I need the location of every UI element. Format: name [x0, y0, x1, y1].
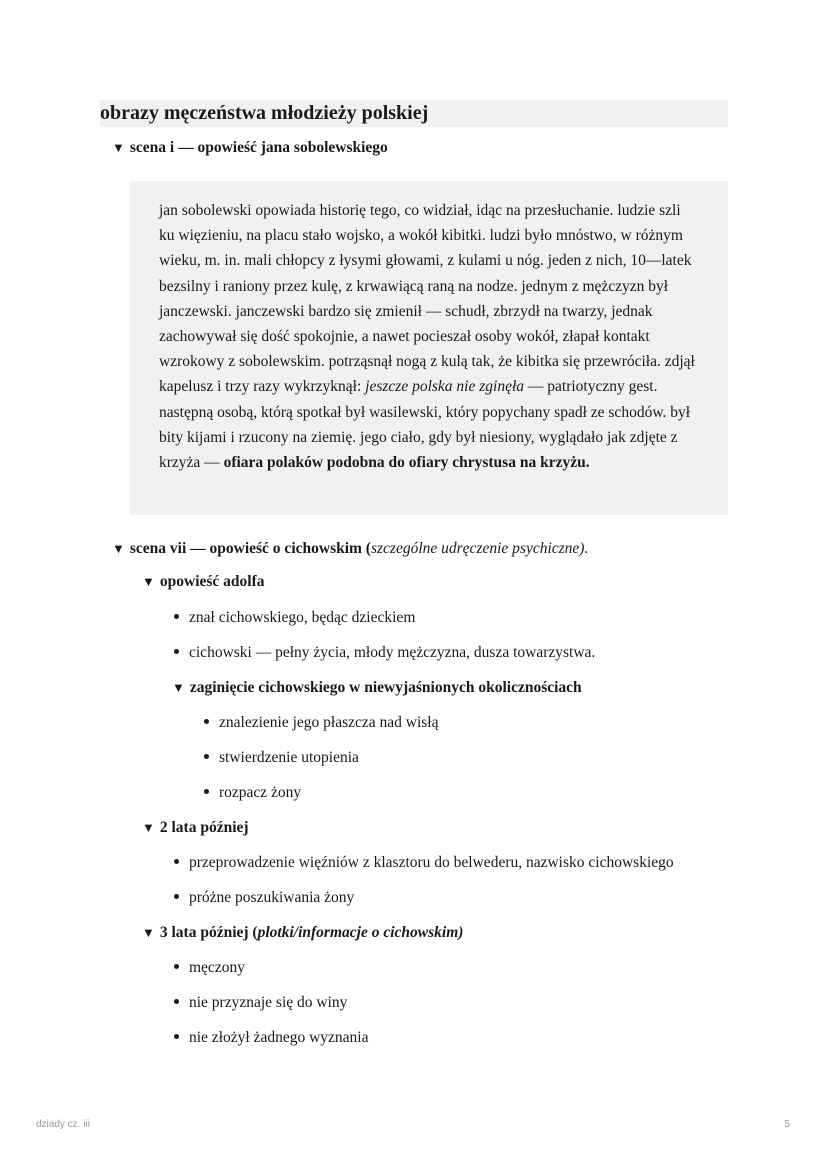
scene-1-callout-text — [159, 198, 698, 475]
bullet-icon — [174, 649, 179, 654]
toggle-adolf[interactable] — [142, 572, 265, 592]
disappearance-heading: zaginięcie cichowskiego w niewyjaśnionych okolicznościach — [189, 679, 582, 696]
page-number: 5 — [784, 1119, 790, 1130]
list-item — [174, 888, 354, 908]
bullet-icon — [204, 719, 209, 724]
scene-7-heading-note: szczególne udręczenie psychiczne). — [370, 540, 589, 557]
adolf-heading: opowieść adolfa — [159, 573, 265, 590]
list-item-text: cichowski — pełny życia, młody mężczyzna, dusza towarzystwa. — [189, 644, 596, 661]
list-item-text: stwierdzenie utopienia — [219, 749, 359, 766]
toggle-triangle-icon: ▼ — [142, 925, 155, 940]
bullet-icon — [174, 859, 179, 864]
bullet-icon — [174, 614, 179, 619]
scene-7-heading: scena vii — opowieść o cichowskim ( — [129, 540, 371, 557]
scene-1-callout — [130, 181, 728, 515]
toggle-triangle-icon: ▼ — [142, 574, 155, 589]
list-item-text: znał cichowskiego, będąc dzieckiem — [189, 609, 416, 626]
list-item-text: rozpacz żony — [219, 784, 302, 801]
callout-text-part-1: jan sobolewski opowiada historię tego, co widział, idąc na przesłuchanie. ludzie szli ku więzieniu, na placu stało wojsko, a wokół kibitki. ludzi było mnóstwo, w różnym wieku, m. in. mali chłopcy z łysymi głowami, z kulami u nóg. jeden z nich, 10—latek bezsilny i raniony przez kulę, z krwawiącą raną na nodze. jednym z mężczyzn był janczewski. janczewski bardzo się zmienił — schudł, zbrzydł na twarzy, jednak zachowywał się dość spokojnie, a nawet pocieszał osoby wokół, złapał kontakt wzrokowy z sobolewskim. potrząsnął nogą z kulą tak, że kibitka się przewróciła. zdjął kapelusz i trzy razy wykrzyknął: — [159, 202, 695, 396]
toggle-triangle-icon: ▼ — [172, 680, 185, 695]
toggle-scene-1[interactable] — [112, 138, 388, 158]
list-item — [174, 643, 595, 663]
three-years-heading-note: plotki/informacje o cichowskim) — [257, 924, 464, 941]
toggle-disappearance[interactable] — [172, 678, 582, 698]
list-item-text: znalezienie jego płaszcza nad wisłą — [219, 714, 439, 731]
list-item-text: nie złożył żadnego wyznania — [189, 1029, 369, 1046]
list-item — [204, 783, 301, 803]
bullet-icon — [174, 1034, 179, 1039]
list-item — [174, 1028, 368, 1048]
footer-doc-title: dziady cz. iii — [36, 1119, 90, 1130]
bullet-icon — [204, 789, 209, 794]
callout-conclusion: ofiara polaków podobna do ofiary chrystusa na krzyżu. — [223, 454, 590, 472]
list-item-text: męczony — [189, 959, 245, 976]
toggle-three-years[interactable] — [142, 923, 463, 943]
list-item-text: próżne poszukiwania żony — [189, 889, 355, 906]
list-item — [174, 853, 674, 873]
toggle-triangle-icon: ▼ — [112, 140, 125, 155]
scene-1-heading: scena i — opowieść jana sobolewskiego — [129, 139, 388, 156]
toggle-scene-7[interactable] — [112, 539, 588, 559]
callout-quote: jeszcze polska nie zginęła — [365, 378, 525, 396]
page-title: obrazy męczeństwa młodzieży polskiej — [100, 102, 429, 124]
three-years-heading: 3 lata później ( — [159, 924, 258, 941]
list-item — [174, 993, 347, 1013]
list-item — [204, 713, 438, 733]
bullet-icon — [174, 894, 179, 899]
bullet-icon — [204, 754, 209, 759]
callout-text-part-2: — patriotyczny gest. następną osobą, którą spotkał był wasilewski, który popychany spadł ze schodów. był bity kijami i rzucony na ziemię. jego ciało, gdy był niesiony, wyglądało jak zdjęte z krzyża — — [159, 378, 691, 472]
list-item — [174, 958, 245, 978]
list-item-text: przeprowadzenie więźniów z klasztoru do belwederu, nazwisko cichowskiego — [189, 854, 674, 871]
bullet-icon — [174, 999, 179, 1004]
list-item — [204, 748, 359, 768]
two-years-heading: 2 lata później — [159, 819, 249, 836]
list-item — [174, 608, 415, 628]
toggle-two-years[interactable] — [142, 818, 249, 838]
bullet-icon — [174, 964, 179, 969]
toggle-triangle-icon: ▼ — [112, 541, 125, 556]
list-item-text: nie przyznaje się do winy — [189, 994, 348, 1011]
toggle-triangle-icon: ▼ — [142, 820, 155, 835]
